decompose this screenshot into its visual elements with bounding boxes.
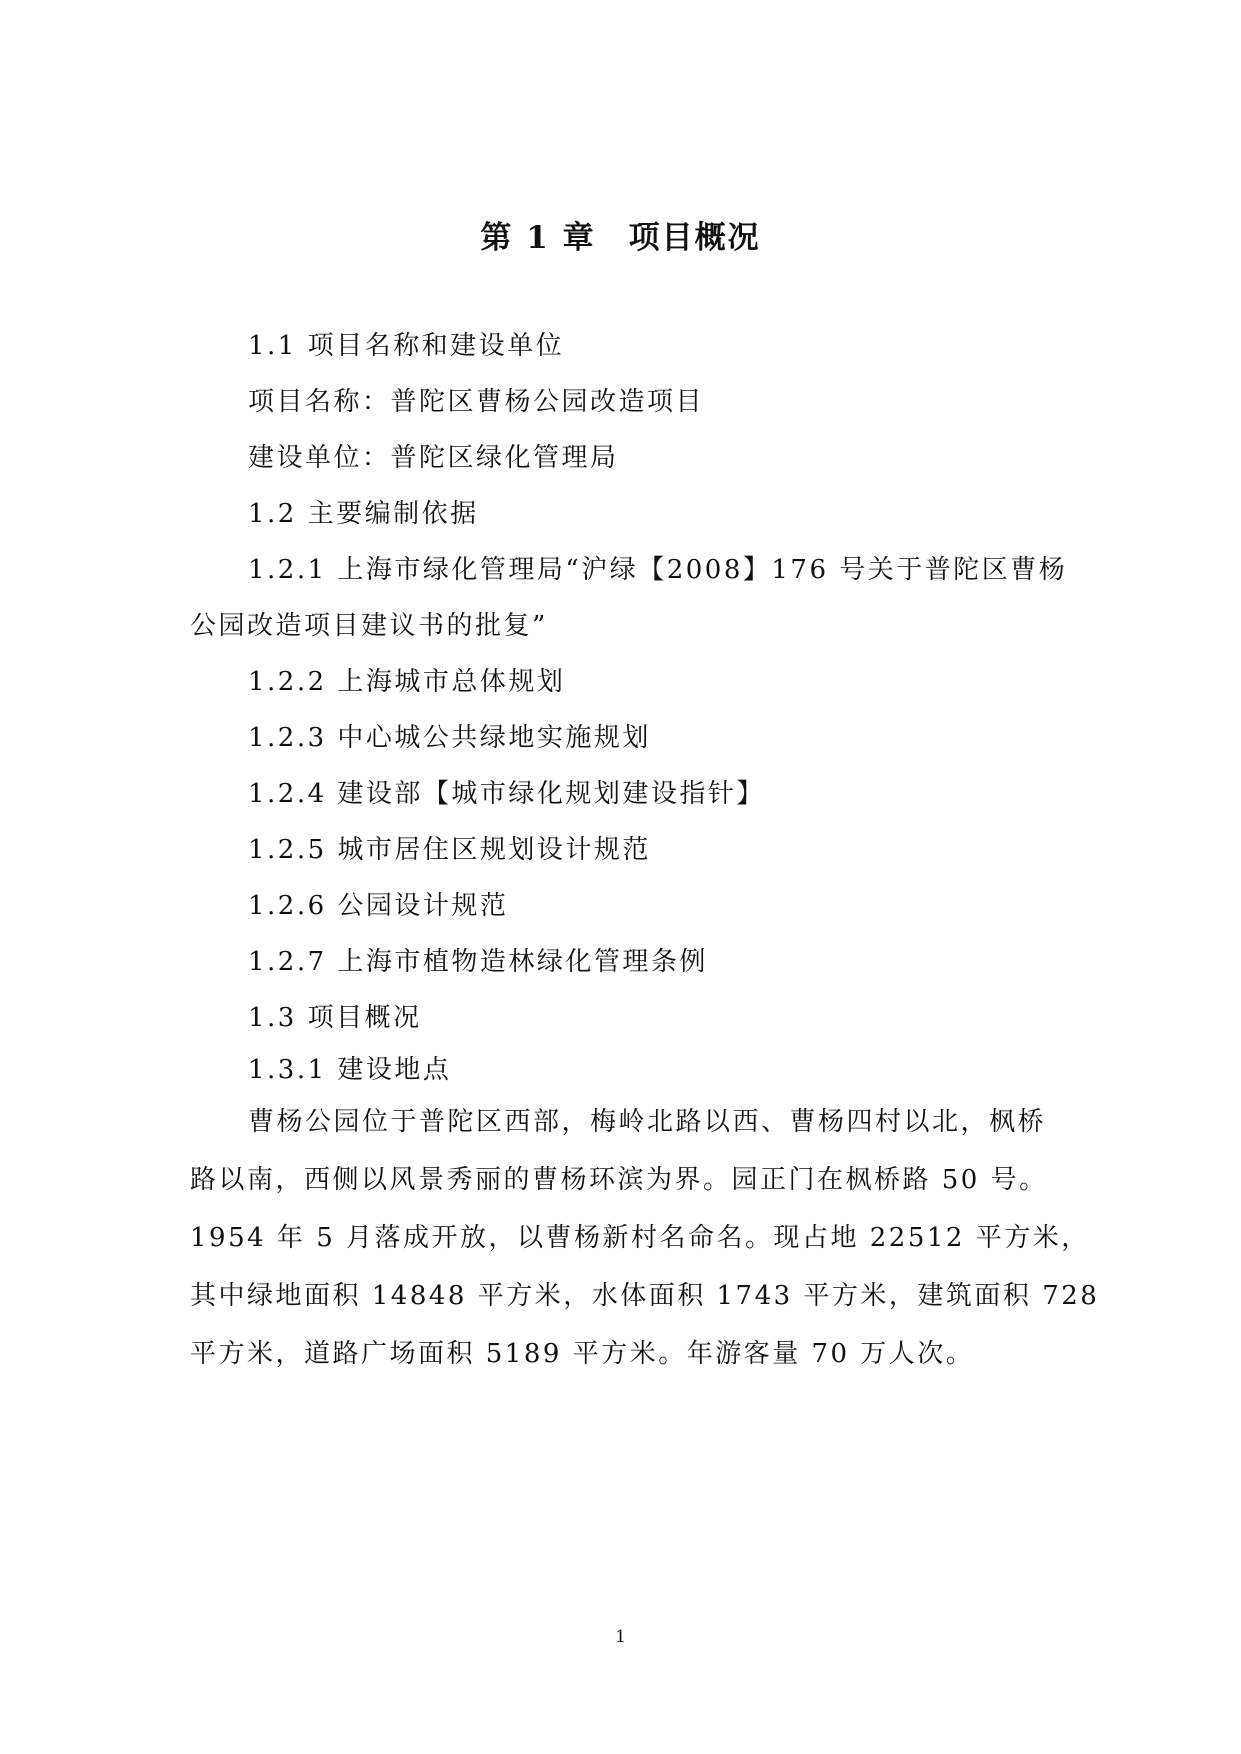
basis-item-1-2-7: 1.2.7 上海市植物造林绿化管理条例 [248,947,708,977]
paragraph-line: 1954 年 5 月落成开放，以曹杨新村名命名。现占地 22512 平方米， [190,1223,1090,1253]
section-heading-1-1: 1.1 项目名称和建设单位 [248,331,565,361]
basis-item-1-2-1: 1.2.1 上海市绿化管理局“沪绿【2008】176 号关于普陀区曹杨 [248,555,1068,585]
basis-item-1-2-2: 1.2.2 上海城市总体规划 [248,667,566,697]
basis-item-1-2-3: 1.2.3 中心城公共绿地实施规划 [248,723,651,753]
paragraph-line: 平方米，道路广场面积 5189 平方米。年游客量 70 万人次。 [190,1339,975,1369]
basis-item-1-2-6: 1.2.6 公园设计规范 [248,891,509,921]
construction-unit-line: 建设单位：普陀区绿化管理局 [248,443,619,473]
basis-item-1-2-1-continued: 公园改造项目建议书的批复” [190,611,548,641]
paragraph-line: 曹杨公园位于普陀区西部，梅岭北路以西、曹杨四村以北，枫桥 [248,1107,1047,1137]
subsection-heading-1-3-1: 1.3.1 建设地点 [248,1055,452,1085]
page-number: 1 [615,1627,626,1647]
basis-item-1-2-5: 1.2.5 城市居住区规划设计规范 [248,835,651,865]
basis-item-1-2-4: 1.2.4 建设部【城市绿化规划建设指针】 [248,779,765,809]
section-heading-1-2: 1.2 主要编制依据 [248,499,479,529]
paragraph-line: 其中绿地面积 14848 平方米，水体面积 1743 平方米，建筑面积 728 [190,1281,1100,1311]
paragraph-line: 路以南，西侧以风景秀丽的曹杨环滨为界。园正门在枫桥路 50 号。 [190,1165,1048,1195]
chapter-title: 第 1 章 项目概况 [480,220,761,256]
project-name-line: 项目名称：普陀区曹杨公园改造项目 [248,387,705,417]
section-heading-1-3: 1.3 项目概况 [248,1003,422,1033]
